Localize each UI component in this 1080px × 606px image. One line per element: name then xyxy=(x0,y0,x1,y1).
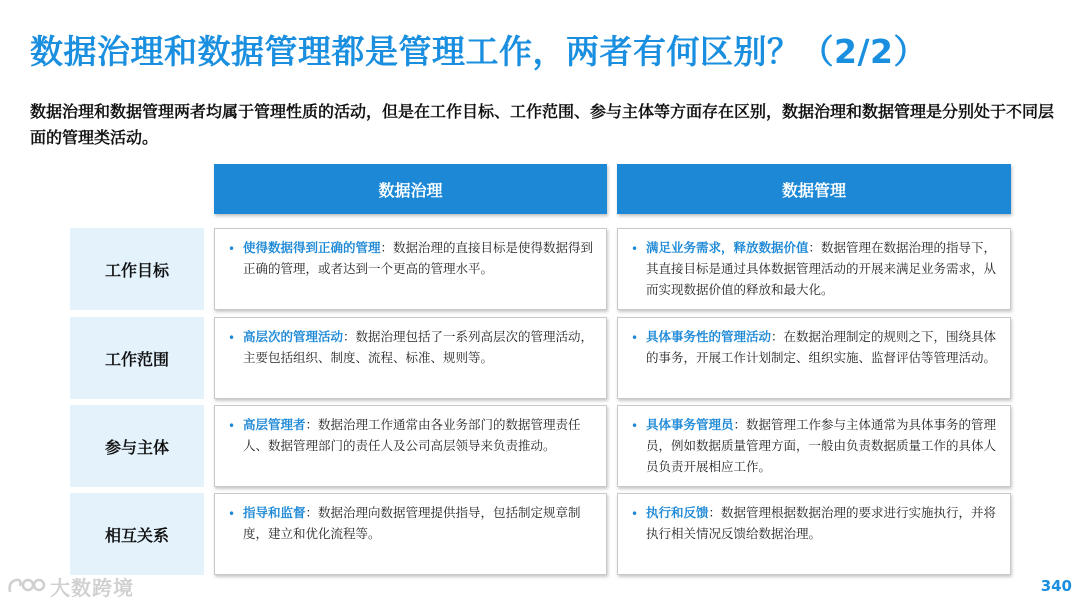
column-header-management: 数据管理 xyxy=(617,164,1011,214)
bullet-icon: • xyxy=(631,507,639,521)
cell-text: ：数据管理工作参与主体通常为具体事务的管理员，例如数据质量管理方面，一般由负责数据质量工作的具体人员负责开展相应工作。 xyxy=(646,417,997,474)
cell-management-work-goal xyxy=(617,228,1011,310)
intro-paragraph: 数据治理和数据管理两者均属于管理性质的活动，但是在工作目标、工作范围、参与主体等方面存在区别，数据治理和数据管理是分别处于不同层面的管理类活动。 xyxy=(30,102,1055,147)
cell-text: ：数据管理在数据治理的指导下，其直接目标是通过具体数据管理活动的开展来满足业务需求，从而实现数据价值的释放和最大化。 xyxy=(646,240,997,297)
page-title: 数据治理和数据管理都是管理工作，两者有何区别？（2/2） xyxy=(30,32,927,71)
cell-keyword: 指导和监督 xyxy=(243,505,306,520)
bullet-icon: • xyxy=(228,507,236,521)
cell-keyword: 使得数据得到正确的管理 xyxy=(243,240,381,255)
page-number: 340 xyxy=(1040,577,1072,595)
cell-text: ：数据治理的直接目标是使得数据得到正确的管理，或者达到一个更高的管理水平。 xyxy=(243,240,594,276)
cell-text: ：数据治理向数据管理提供指导，包括制定规章制度，建立和优化流程等。 xyxy=(243,505,581,541)
row-label-participants: 参与主体 xyxy=(70,405,204,487)
cell-keyword: 高层次的管理活动 xyxy=(243,329,344,344)
cell-keyword: 执行和反馈 xyxy=(646,505,709,520)
bullet-icon: • xyxy=(631,331,639,345)
cell-keyword: 具体事务性的管理活动 xyxy=(646,329,772,344)
cell-governance-participants xyxy=(214,405,607,487)
row-label-work-scope: 工作范围 xyxy=(70,317,204,399)
cell-management-participants xyxy=(617,405,1011,487)
cell-text: ：数据管理根据数据治理的要求进行实施执行，并将执行相关情况反馈给数据治理。 xyxy=(646,505,997,541)
cell-keyword: 具体事务管理员 xyxy=(646,417,734,432)
bullet-icon: • xyxy=(228,331,236,345)
bullet-icon: • xyxy=(228,242,236,256)
bullet-icon: • xyxy=(631,242,639,256)
bullet-icon: • xyxy=(228,419,236,433)
cell-text: ：数据治理工作通常由各业务部门的数据管理责任人、数据管理部门的责任人及公司高层领导来负责推动。 xyxy=(243,417,581,453)
cell-keyword: 满足业务需求，释放数据价值 xyxy=(646,240,809,255)
column-header-governance: 数据治理 xyxy=(214,164,607,214)
row-label-relationship: 相互关系 xyxy=(70,493,204,575)
bullet-icon: • xyxy=(631,419,639,433)
watermark-logo xyxy=(6,572,134,600)
cell-governance-work-goal xyxy=(214,228,607,310)
cell-management-relationship xyxy=(617,493,1011,575)
cell-management-work-scope xyxy=(617,317,1011,399)
cell-keyword: 高层管理者 xyxy=(243,417,306,432)
cell-text: ：数据治理包括了一系列高层次的管理活动，主要包括组织、制度、流程、标准、规则等。 xyxy=(243,329,594,365)
logo-text: 大数跨境 xyxy=(50,575,134,600)
cell-governance-work-scope xyxy=(214,317,607,399)
logo-icon xyxy=(6,574,48,598)
cell-governance-relationship xyxy=(214,493,607,575)
row-label-work-goal: 工作目标 xyxy=(70,228,204,310)
cell-text: ：在数据治理制定的规则之下，围绕具体的事务，开展工作计划制定、组织实施、监督评估等管理活动。 xyxy=(646,329,997,365)
